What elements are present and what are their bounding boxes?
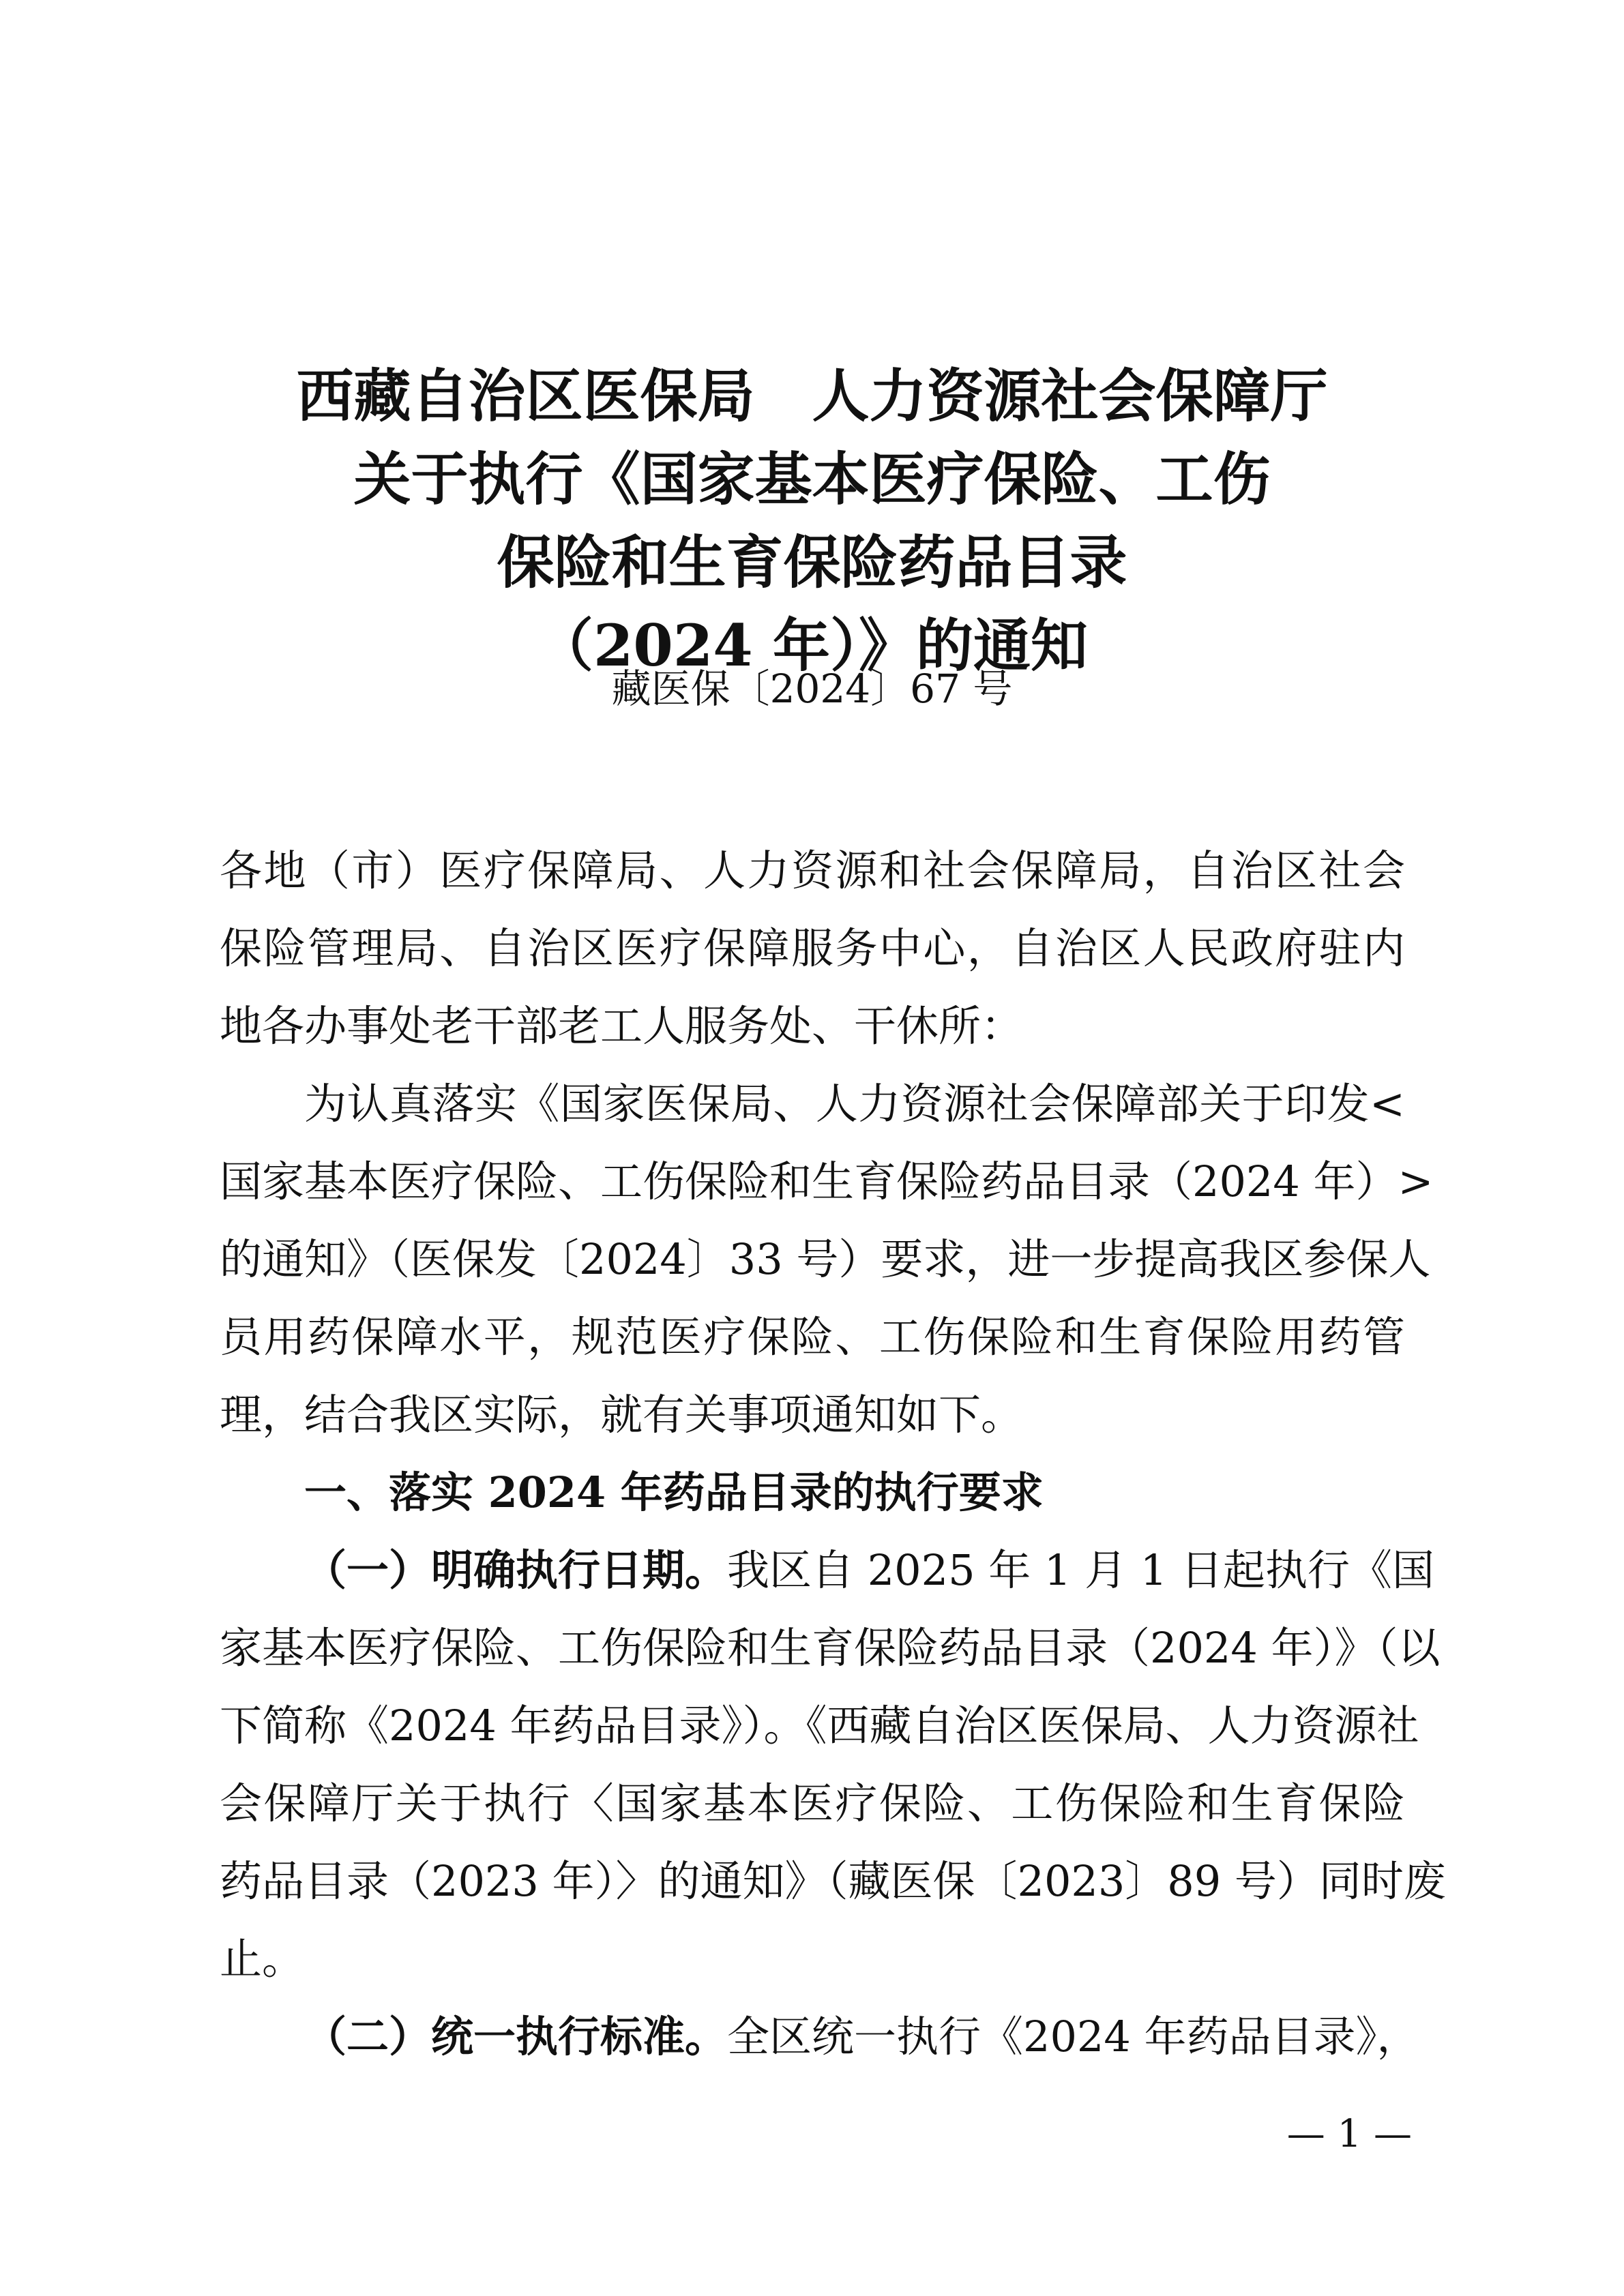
item-2-heading: （二）统一执行标准。 [304,2012,728,2061]
document-number: 藏医保〔2024〕67 号 [611,666,1013,712]
document-body [220,832,1446,2076]
intro-line: 的通知》（医保发〔2024〕33 号）要求，进一步提高我区参保人 [220,1234,1431,1284]
item-1-line: 家基本医疗保险、工伤保险和生育保险药品目录（2024 年）》（以 [220,1623,1441,1673]
addressee-line: 各地（市）医疗保障局、人力资源和社会保障局，自治区社会 [220,846,1405,895]
item-2-text: 全区统一执行《2024 年药品目录》， [727,2012,1419,2061]
item-1-heading: （一）明确执行日期。 [304,1545,728,1595]
title-line-3: 保险和生育保险药品目录 [497,528,1127,596]
document-title [0,355,1624,687]
item-1-first-line [220,1532,1434,1609]
page-number: — 1 — [1286,2112,1412,2156]
item-2-paragraph [220,1998,1419,2076]
title-line-2: 关于执行《国家基本医疗保险、工伤 [353,445,1271,513]
title-line-1: 西藏自治区医保局 人力资源社会保障厅 [296,362,1328,430]
item-1-paragraph [220,1532,1446,1998]
item-1-line: 会保障厅关于执行〈国家基本医疗保险、工伤保险和生育保险 [220,1778,1405,1828]
intro-paragraph [220,1065,1434,1454]
item-1-line: 药品目录（2023 年）〉的通知》（藏医保〔2023〕89 号）同时废 [220,1856,1446,1906]
item-1-text: 我区自 2025 年 1 月 1 日起执行《国 [727,1545,1434,1595]
addressee-line: 地各办事处老干部老工人服务处、干休所： [220,1001,1024,1051]
intro-line: 员用药保障水平，规范医疗保险、工伤保险和生育保险用药管 [220,1312,1405,1362]
intro-line: 国家基本医疗保险、工伤保险和生育保险药品目录（2024 年）> [220,1157,1434,1206]
title-line-4: （2024 年）》的通知 [535,612,1089,679]
addressee-paragraph [220,832,1405,1065]
item-1-line: 止。 [220,1934,305,1984]
addressee-line: 保险管理局、自治区医疗保障服务中心，自治区人民政府驻内 [220,923,1405,973]
intro-line: 为认真落实《国家医保局、人力资源社会保障部关于印发< [304,1079,1405,1129]
item-1-line: 下简称《2024 年药品目录》）。《西藏自治区医保局、人力资源社 [220,1701,1419,1750]
intro-line: 理，结合我区实际，就有关事项通知如下。 [220,1390,1024,1440]
item-2-first-line [220,1998,1419,2076]
section-heading-1: 一、落实 2024 年药品目录的执行要求 [304,1467,1044,1517]
